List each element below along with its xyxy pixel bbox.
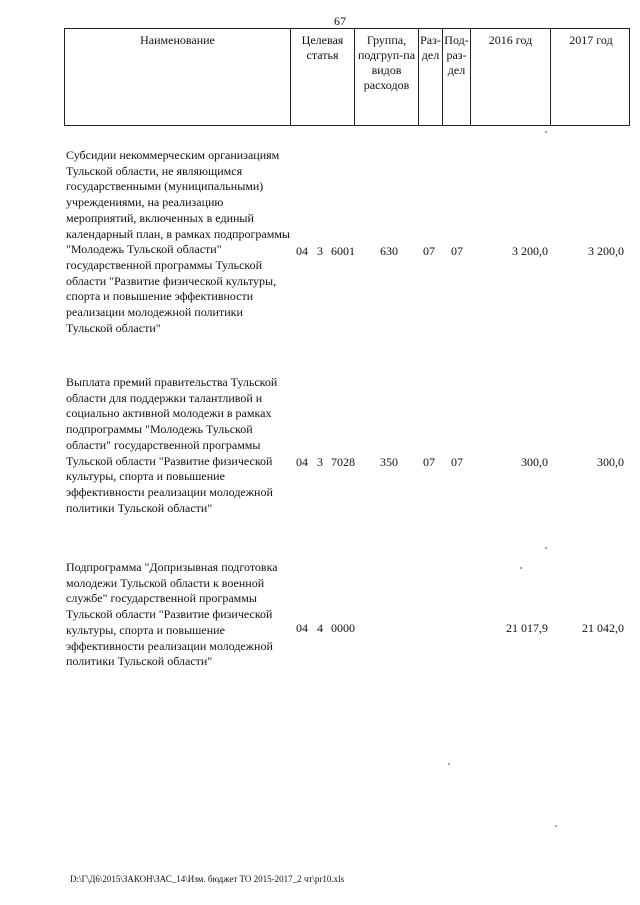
header-expense-group: Группа, подгруп-па видов расходов <box>355 29 419 125</box>
row-2-section: 07 <box>423 455 435 469</box>
row-2-code-direction: 7028 <box>331 455 355 469</box>
row-1-subsection: 07 <box>451 244 463 258</box>
row-1-code-program: 04 <box>296 244 308 258</box>
row-2-code-program: 04 <box>296 455 308 469</box>
row-2-expense-group: 350 <box>380 455 398 469</box>
row-3-value-2017: 21 042,0 <box>582 621 624 635</box>
row-1-value-2017: 3 200,0 <box>588 244 624 258</box>
table-header <box>64 28 630 126</box>
page-number: 67 <box>334 14 346 28</box>
row-1-value-2016: 3 200,0 <box>512 244 548 258</box>
row-1-section: 07 <box>423 244 435 258</box>
scan-speck <box>555 825 557 827</box>
row-2-value-2017: 300,0 <box>597 455 624 469</box>
scan-speck <box>520 567 522 569</box>
file-path-footer: D:\Г\Д6\2015\ЗАКОН\ЗАС_14\Изм. бюджет ТО 2015-2017_2 чт\pr10.xls <box>70 874 345 884</box>
row-3-code-subprogram: 4 <box>317 621 323 635</box>
header-name: Наименование <box>65 29 291 125</box>
row-1-description: Субсидии некоммерческим организациям Тульской области, не являющимся государственными (муниципальными) учреждениями, на реализацию мероприятий, включенных в единый календарный план, в рамках подпрограммы "Молодежь Тульской области" государственной программы Тульской области "Развитие физической культуры, спорта и повышение эффективности реализации молодежной политики Тульской области" <box>66 148 290 335</box>
row-3-value-2016: 21 017,9 <box>506 621 548 635</box>
header-subsection: Под-раз-дел <box>443 29 471 125</box>
row-2-value-2016: 300,0 <box>521 455 548 469</box>
header-section: Раз-дел <box>419 29 443 125</box>
header-target-article: Целевая статья <box>291 29 355 125</box>
row-3-code-direction: 0000 <box>331 621 355 635</box>
scan-speck <box>545 547 547 549</box>
row-2-description: Выплата премий правительства Тульской области для поддержки талантливой и социально активной молодежи в рамках подпрограммы "Молодежь Тульской области" государственной программы Тульской области "Развитие физической культуры, спорта и повышение эффективности реализации молодежной политики Тульской области" <box>66 375 278 515</box>
header-year-2016: 2016 год <box>471 29 551 125</box>
row-2-subsection: 07 <box>451 455 463 469</box>
row-3-description: Подпрограмма "Допризывная подготовка молодежи Тульской области к военной службе" государственной программы Тульской области "Развитие физической культуры, спорта и повышение эффективности реализации молодежной политики Тульской области" <box>66 560 278 669</box>
row-2-code-subprogram: 3 <box>317 455 323 469</box>
row-1-expense-group: 630 <box>380 244 398 258</box>
row-1-code-subprogram: 3 <box>317 244 323 258</box>
scan-speck <box>545 131 547 133</box>
row-3-code-program: 04 <box>296 621 308 635</box>
row-1-code-direction: 6001 <box>331 244 355 258</box>
scan-speck <box>448 763 450 765</box>
header-year-2017: 2017 год <box>569 33 613 47</box>
